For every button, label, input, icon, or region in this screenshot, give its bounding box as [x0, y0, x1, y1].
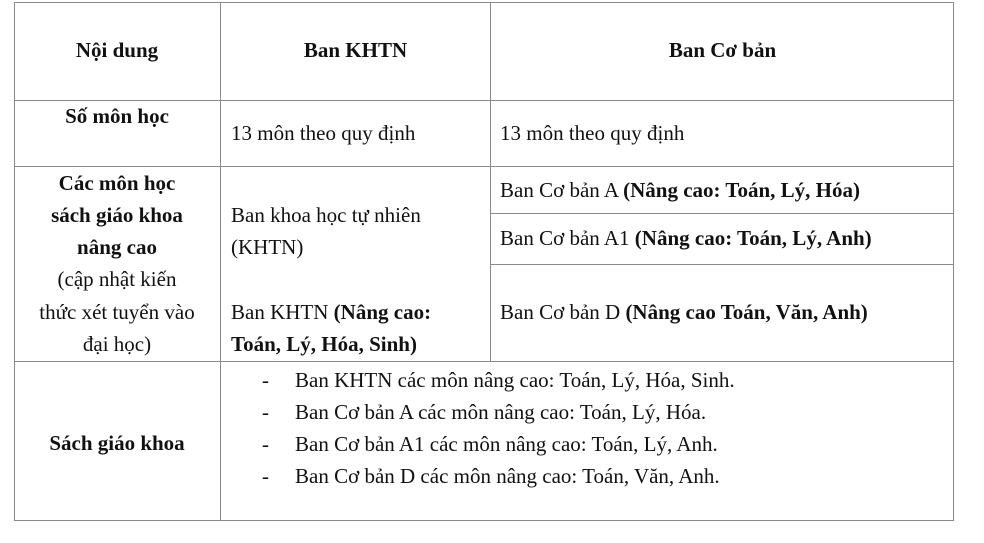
dash-marker: -: [262, 368, 269, 392]
label-nang-cao-note-2: thức xét tuyển vào: [39, 300, 195, 324]
sach-giao-khoa-list: [262, 364, 735, 492]
dash-marker: -: [262, 432, 269, 456]
row-divider-nang-cao: [14, 361, 954, 362]
row-divider-cb-a: [490, 213, 954, 214]
header-ban-khtn: Ban KHTN: [303, 38, 408, 62]
co-ban-a1: Ban Cơ bản A1 (Nâng cao: Toán, Lý, Anh): [500, 226, 872, 250]
row-divider-cb-a1: [490, 264, 954, 265]
label-so-mon-hoc: Số môn học: [65, 104, 169, 128]
khtn-so-mon: 13 môn theo quy định: [231, 121, 416, 145]
khtn-nang-cao-line-3: Ban KHTN (Nâng cao:: [231, 300, 432, 324]
label-nang-cao-note-1: (cập nhật kiến: [57, 267, 177, 291]
khtn-nang-cao-line-2: (KHTN): [231, 235, 304, 259]
dash-marker: -: [262, 464, 269, 488]
dash-marker: -: [262, 400, 269, 424]
header-ban-co-ban: Ban Cơ bản: [668, 38, 777, 62]
khtn-nang-cao-line-1: Ban khoa học tự nhiên: [231, 203, 421, 227]
co-ban-so-mon: 13 môn theo quy định: [500, 121, 685, 145]
list-item: - Ban Cơ bản A các môn nâng cao: Toán, Lý, Hóa.: [262, 396, 735, 428]
label-nang-cao-line-1: Các môn học: [58, 171, 176, 195]
co-ban-d: Ban Cơ bản D (Nâng cao Toán, Văn, Anh): [500, 300, 868, 324]
label-nang-cao-note-3: đại học): [82, 332, 152, 356]
label-nang-cao-line-3: nâng cao: [77, 235, 157, 259]
list-item: - Ban Cơ bản A1 các môn nâng cao: Toán, Lý, Anh.: [262, 428, 735, 460]
column-divider-1: [220, 2, 221, 521]
co-ban-a: Ban Cơ bản A (Nâng cao: Toán, Lý, Hóa): [500, 178, 860, 202]
label-nang-cao-line-2: sách giáo khoa: [51, 203, 183, 227]
khtn-nang-cao-line-4: Toán, Lý, Hóa, Sinh): [231, 332, 417, 356]
label-sach-giao-khoa: Sách giáo khoa: [49, 431, 185, 455]
header-noi-dung: Nội dung: [75, 38, 159, 62]
list-item: - Ban Cơ bản D các môn nâng cao: Toán, Văn, Anh.: [262, 460, 735, 492]
list-item: - Ban KHTN các môn nâng cao: Toán, Lý, Hóa, Sinh.: [262, 364, 735, 396]
